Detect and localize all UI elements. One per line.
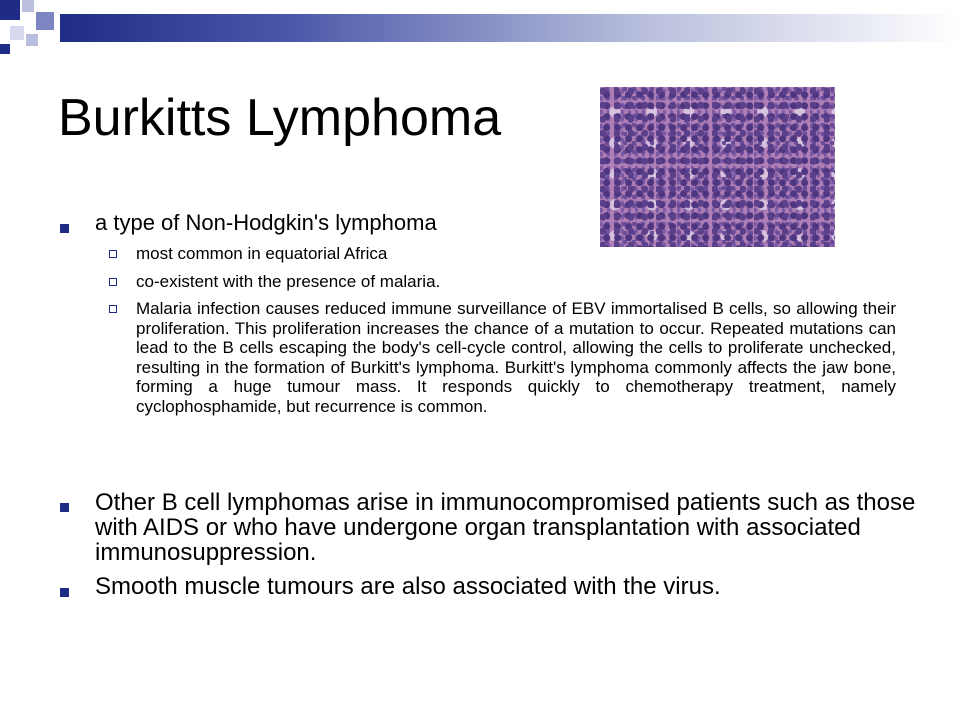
sub-bullet-marker — [109, 250, 117, 258]
bullet-marker — [60, 503, 69, 512]
bullet-text: Other B cell lymphomas arise in immunocompromised patients such as those with AIDS or who have undergone organ transplantation with associated immunosuppression. — [95, 489, 916, 566]
bullet-marker — [60, 224, 69, 233]
decor-square — [26, 34, 38, 46]
sub-bullet-text: Malaria infection causes reduced immune surveillance of EBV immortalised B cells, so allowing their proliferation. This proliferation increases the chance of a mutation to occur. Repeated mutations can lead to the B cells escaping the body's cell-cycle control, allowing the cells to proliferate unchecked, resulting in the formation of Burkitt's lymphoma. Burkitt's lymphoma commonly affects the jaw bone, forming a huge tumour mass. It responds quickly to chemotherapy treatment, namely cyclophosphamide, but recurrence is common. — [136, 299, 896, 416]
slide-title: Burkitts Lymphoma — [58, 89, 502, 147]
decor-square — [22, 0, 34, 12]
decor-square — [0, 44, 10, 54]
histology-image — [600, 87, 835, 247]
decor-square — [36, 12, 54, 30]
sub-bullet-text: most common in equatorial Africa — [136, 244, 388, 263]
sub-bullet-text: co-existent with the presence of malaria. — [136, 272, 441, 291]
sub-bullet-marker — [109, 305, 117, 313]
decor-square — [10, 26, 24, 40]
bullet-text: Smooth muscle tumours are also associated with the virus. — [95, 573, 721, 600]
bullet-marker — [60, 588, 69, 597]
header-bar — [60, 14, 960, 42]
sub-bullet-marker — [109, 278, 117, 286]
decor-square — [0, 0, 20, 20]
bullet-text: a type of Non-Hodgkin's lymphoma — [95, 210, 437, 235]
